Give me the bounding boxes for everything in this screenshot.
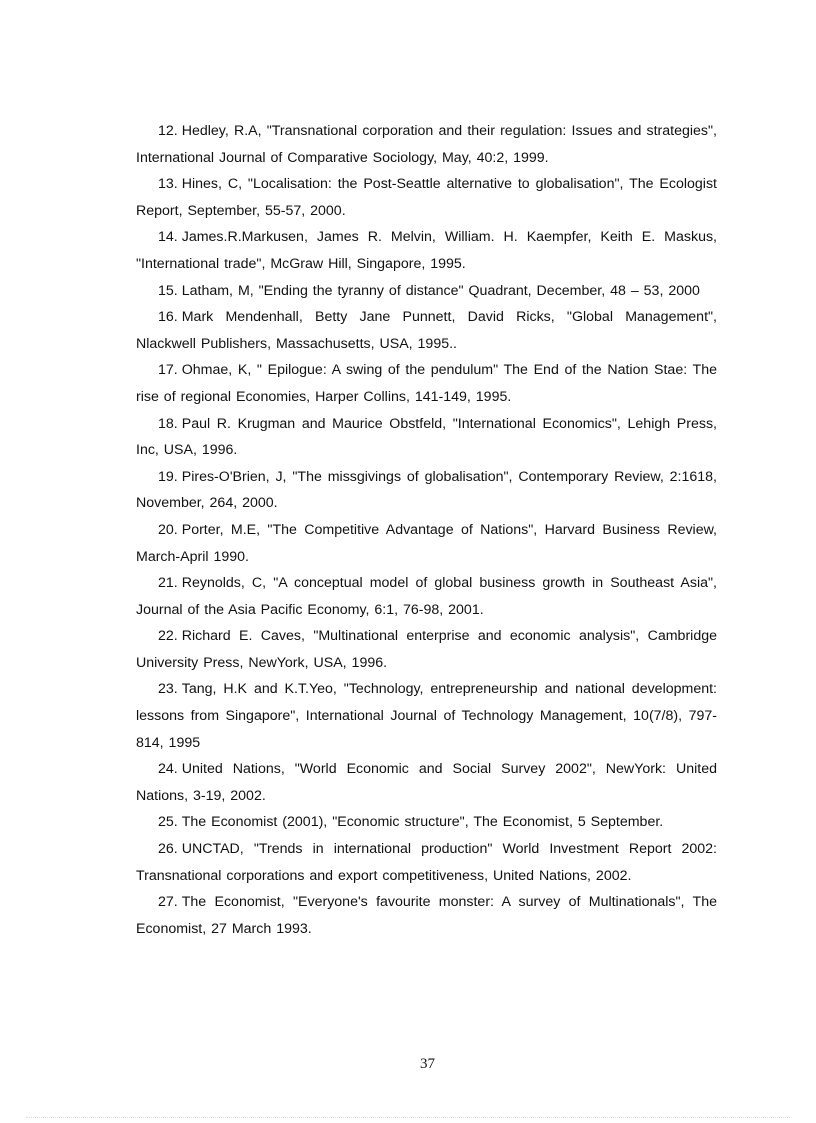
reference-item [136,411,717,464]
reference-text: Latham, M, "Ending the tyranny of distance" Quadrant, December, 48 – 53, 2000 [181,282,700,299]
reference-number: 25. [158,814,178,831]
reference-text: The Economist (2001), "Economic structure", The Economist, 5 September. [181,814,664,831]
reference-item [136,889,717,942]
reference-number: 13. [158,176,178,193]
reference-number: 23. [158,681,178,698]
reference-item [136,464,717,517]
reference-number: 15. [158,282,178,299]
reference-number: 16. [158,309,178,326]
reference-text: Ohmae, K, " Epilogue: A swing of the pendulum" The End of the Nation Stae: The rise of regional Economies, Harper Collins, 141-149, 1995. [136,362,717,405]
reference-number: 26. [158,841,178,858]
reference-item [136,756,717,809]
reference-text: Porter, M.E, "The Competitive Advantage of Nations", Harvard Business Review, March-April 1990. [136,521,717,565]
reference-item [136,171,717,224]
reference-text: The Economist, "Everyone's favourite monster: A survey of Multinationals", The Economist, 27 March 1993. [136,894,717,937]
reference-number: 18. [158,415,178,432]
reference-item [136,623,717,676]
reference-text: Hines, C, "Localisation: the Post-Seattle alternative to globalisation", The Ecologist Report, September, 55-57, 2000. [136,176,717,219]
reference-number: 12. [158,123,178,139]
reference-text: Mark Mendenhall, Betty Jane Punnett, David Ricks, "Global Management", Nlackwell Publishers, Massachusetts, USA, 1995.. [136,309,717,352]
reference-item [136,809,717,836]
reference-item [136,224,717,277]
reference-number: 24. [158,761,178,778]
reference-item [136,570,717,623]
page-bottom-divider [26,1117,790,1118]
reference-item [136,836,717,889]
reference-item [136,304,717,357]
reference-number: 27. [158,894,178,911]
reference-text: Tang, H.K and K.T.Yeo, "Technology, entrepreneurship and national development: lessons from Singapore", International Journal of Technology Management, 10(7/8), 797-814, 1995 [136,681,717,751]
reference-number: 22. [158,628,178,645]
reference-text: United Nations, "World Economic and Social Survey 2002", NewYork: United Nations, 3-19, 2002. [136,761,717,804]
reference-number: 19. [158,468,178,485]
reference-number: 20. [158,521,178,538]
reference-text: Reynolds, C, "A conceptual model of global business growth in Southeast Asia", Journal of the Asia Pacific Economy, 6:1, 76-98, 2001. [136,575,717,618]
reference-item [136,357,717,410]
reference-number: 17. [158,362,178,379]
reference-number: 14. [158,229,178,246]
reference-item [136,517,717,570]
reference-text: James.R.Markusen, James R. Melvin, William. H. Kaempfer, Keith E. Maskus, "International trade", McGraw Hill, Singapore, 1995. [136,229,717,272]
reference-text: Richard E. Caves, "Multinational enterprise and economic analysis", Cambridge University Press, NewYork, USA, 1996. [136,628,717,671]
reference-number: 21. [158,575,178,592]
reference-text: Hedley, R.A, "Transnational corporation and their regulation: Issues and strategies", International Journal of Comparative Sociology, May, 40:2, 1999. [136,123,717,166]
page-number: 37 [420,1056,435,1072]
reference-text: Paul R. Krugman and Maurice Obstfeld, "International Economics", Lehigh Press, Inc, USA, 1996. [136,415,717,459]
reference-item [136,118,717,171]
reference-text: UNCTAD, "Trends in international production" World Investment Report 2002: Transnational corporations and export competitiveness, United Nations, 2002. [136,841,717,884]
reference-item [136,278,717,305]
reference-list [136,118,717,942]
reference-item [136,676,717,756]
reference-text: Pires-O'Brien, J, "The missgivings of globalisation", Contemporary Review, 2:1618, November, 264, 2000. [136,468,717,512]
